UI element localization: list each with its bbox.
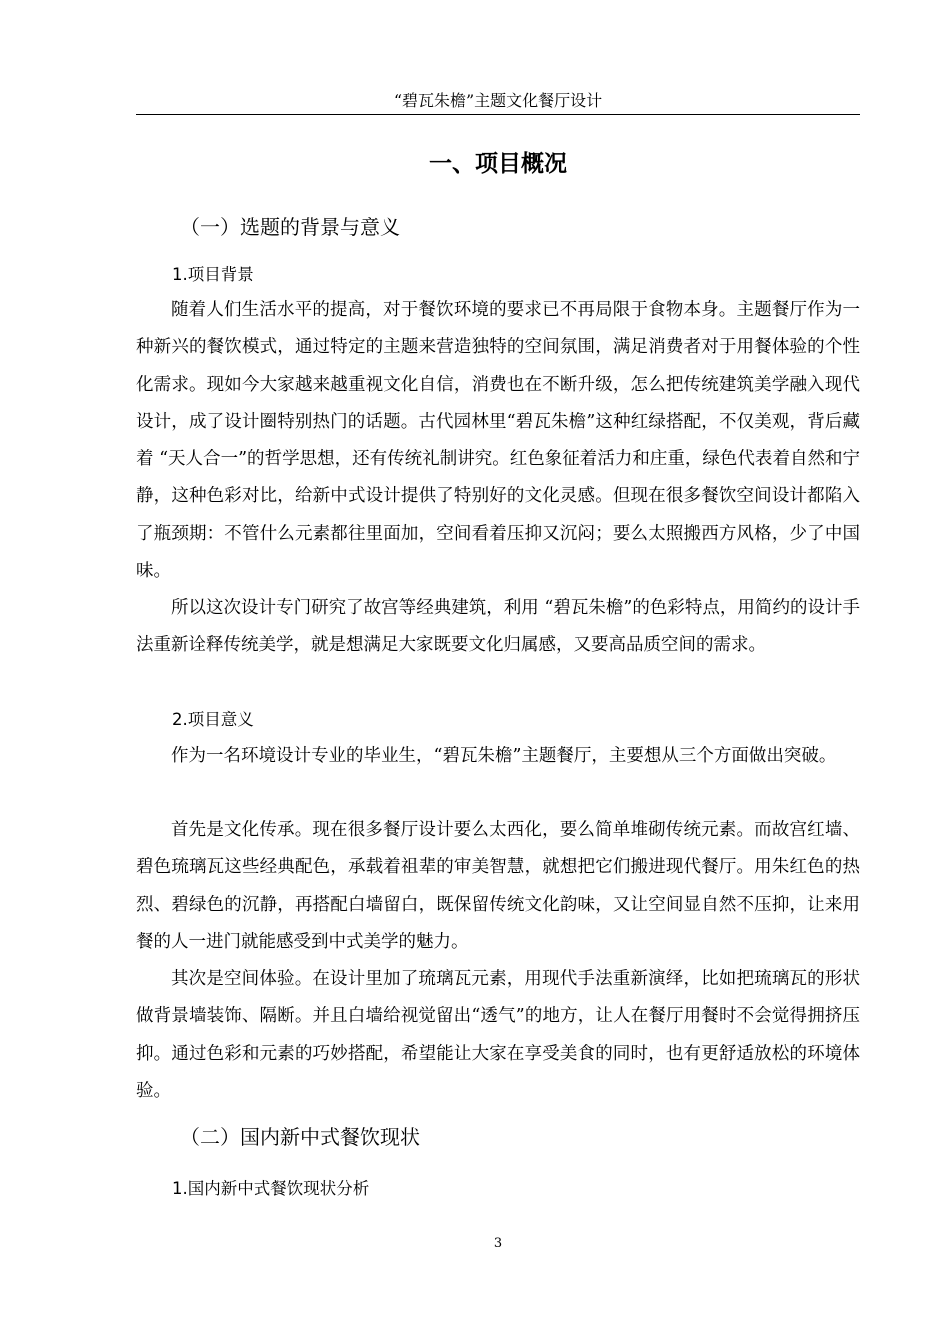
paragraph: 作为一名环境设计专业的毕业生，“碧瓦朱檐”主题餐厅，主要想从三个方面做出突破。 [171, 746, 837, 766]
subsection-heading-project-significance: 2.项目意义 [172, 710, 254, 729]
running-header: “碧瓦朱檐”主题文化餐厅设计 [393, 91, 603, 110]
section-heading-background: （一）选题的背景与意义 [180, 215, 400, 239]
subsection-heading-project-background: 1.项目背景 [172, 265, 254, 284]
paragraph: 首先是文化传承。现在很多餐厅设计要么太西化，要么简单堆砌传统元素。而故宫红墙、碧色琉璃瓦这些经典配色，承载着祖辈的审美智慧，就想把它们搬进现代餐厅。用朱红色的热烈、碧绿色的沉静，再搭配白墙留白，既保留传统文化韵味，又让空间显自然不压抑，让来用餐的人一进门就能感受到中式美学的魅力。 [136, 820, 860, 952]
header-rule [136, 114, 860, 115]
paragraph: 其次是空间体验。在设计里加了琉璃瓦元素，用现代手法重新演绎，比如把琉璃瓦的形状做背景墙装饰、隔断。并且白墙给视觉留出“透气”的地方，让人在餐厅用餐时不会觉得拥挤压抑。通过色彩和元素的巧妙搭配，希望能让大家在享受美食的同时，也有更舒适放松的环境体验。 [136, 969, 860, 1101]
page-number: 3 [493, 1236, 503, 1251]
subsection-heading-status-analysis: 1.国内新中式餐饮现状分析 [172, 1179, 370, 1198]
section-heading-domestic-status: （二）国内新中式餐饮现状 [180, 1125, 420, 1149]
chapter-title: 一、项目概况 [429, 151, 567, 177]
paragraph: 所以这次设计专门研究了故宫等经典建筑，利用 “碧瓦朱檐”的色彩特点，用简约的设计手法重新诠释传统美学，就是想满足大家既要文化归属感，又要高品质空间的需求。 [136, 598, 860, 656]
paragraph: 随着人们生活水平的提高，对于餐饮环境的要求已不再局限于食物本身。主题餐厅作为一种新兴的餐饮模式，通过特定的主题来营造独特的空间氛围，满足消费者对于用餐体验的个性化需求。现如今大家越来越重视文化自信，消费也在不断升级，怎么把传统建筑美学融入现代设计，成了设计圈特别热门的话题。古代园林里“碧瓦朱檐”这种红绿搭配，不仅美观，背后藏着 “天人合一”的哲学思想，还有传统礼制讲究。红色象征着活力和庄重，绿色代表着自然和宁静，这种色彩对比，给新中式设计提供了特别好的文化灵感。但现在很多餐饮空间设计都陷入了瓶颈期：不管什么元素都往里面加，空间看着压抑又沉闷；要么太照搬西方风格，少了中国味。 [136, 300, 860, 582]
